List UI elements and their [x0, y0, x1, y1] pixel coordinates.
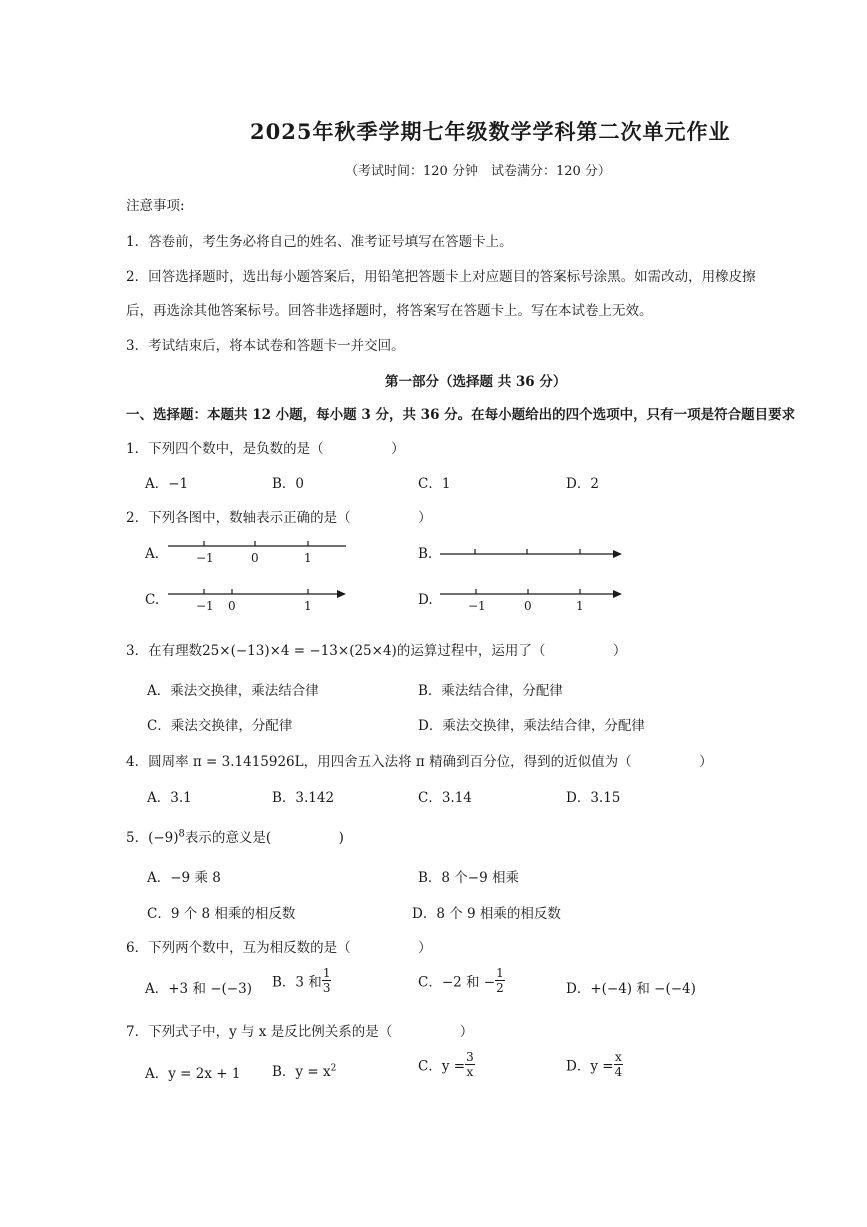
q3-option-a: A．乘法交换律，乘法结合律	[147, 683, 319, 699]
q7-option-b-text: B．y = x	[272, 1064, 331, 1080]
numerator: 1	[322, 966, 331, 980]
q3-stem	[126, 639, 626, 659]
q2-label-c: C.	[145, 592, 160, 608]
q3-stem-text: 3．在有理数	[126, 643, 203, 659]
q4-stem	[126, 750, 713, 770]
q3-expression: 25×(−13)×4 = −13×(25×4)	[202, 643, 397, 659]
q3-option-d: D．乘法交换律，乘法结合律，分配律	[418, 718, 645, 734]
q1-option-a: A．−1	[145, 476, 189, 492]
notice-item: 后，再选涂其他答案标号。回答非选择题时，将答案写在答题卡上。写在本试卷上无效。	[126, 303, 653, 319]
q5-exponent: 8	[178, 828, 185, 840]
q6-option-b-text: B．3 和	[272, 974, 322, 991]
q5-number: 5．	[126, 830, 149, 846]
tick-label: −1	[196, 551, 214, 565]
q4-stem-text: 4．圆周率 π = 3.1415926L	[126, 754, 304, 770]
q7-exponent: 2	[330, 1063, 337, 1074]
q1-option-c: C．1	[418, 476, 451, 492]
q7-option-d	[566, 1050, 623, 1079]
q3-option-b: B．乘法结合律，分配律	[418, 683, 563, 699]
q4-stem-text: ，用四舍五入法将 π 精确到百分位，得到的近似值为（ ）	[303, 754, 713, 770]
denominator: 4	[614, 1065, 623, 1079]
denominator: 3	[322, 981, 331, 995]
q1-stem: 1．下列四个数中，是负数的是（ ）	[126, 441, 405, 457]
tick-label: 0	[524, 599, 532, 613]
page-subtitle: （考试时间：120 分钟 试卷满分：120 分）	[345, 164, 611, 179]
q7-option-c	[418, 1050, 475, 1079]
numerator: x	[614, 1050, 622, 1064]
q4-option-b: B．3.142	[272, 790, 335, 806]
number-line-a	[160, 532, 360, 572]
notice-item: 2．回答选择题时，选出每小题答案后，用铅笔把答题卡上对应题目的答案标号涂黑。如需改动，用橡皮擦	[126, 269, 756, 285]
denominator: x	[466, 1065, 474, 1079]
q1-option-d: D．2	[566, 476, 599, 492]
q5-stem	[126, 826, 344, 846]
q7-option-a: A．y = 2x + 1	[145, 1066, 241, 1082]
q6-option-d: D．+(−4) 和 −(−4)	[566, 981, 696, 997]
numerator: 1	[496, 966, 504, 980]
q1-option-b: B．0	[272, 476, 305, 492]
q7-option-c-text: C．y =	[418, 1058, 466, 1075]
q7-option-d-text: D．y =	[566, 1058, 614, 1075]
q2-stem: 2．下列各图中，数轴表示正确的是（ ）	[126, 510, 432, 526]
q5-stem-text: 表示的意义是( )	[184, 830, 344, 846]
tick-label: 0	[251, 551, 259, 565]
tick-label: 1	[304, 599, 312, 613]
fraction	[465, 1050, 475, 1079]
fraction	[322, 966, 332, 995]
q2-label-a: A.	[145, 546, 160, 562]
fraction	[495, 966, 505, 995]
q2-label-b: B.	[418, 546, 433, 562]
number-line-b	[432, 540, 632, 570]
q7-option-b	[272, 1060, 336, 1080]
q4-option-a: A．3.1	[147, 790, 192, 806]
fraction	[614, 1050, 624, 1079]
q4-option-c: C．3.14	[418, 790, 472, 806]
number-line-d	[432, 580, 632, 620]
q4-option-d: D．3.15	[566, 790, 621, 806]
tick-label: 0	[228, 599, 236, 613]
notice-heading: 注意事项:	[126, 198, 185, 214]
q6-option-c	[418, 966, 505, 995]
tick-label: −1	[196, 599, 214, 613]
q5-option-d: D．8 个 9 相乘的相反数	[412, 906, 561, 922]
q6-option-b	[272, 966, 331, 995]
q3-option-c: C．乘法交换律，分配律	[147, 718, 293, 734]
q7-stem: 7．下列式子中，y 与 x 是反比例关系的是（ ）	[126, 1024, 474, 1040]
page-title: 2025年秋季学期七年级数学学科第二次单元作业	[250, 119, 731, 144]
tick-label: 1	[576, 599, 584, 613]
number-line-c	[160, 580, 360, 620]
q5-option-a: A．−9 乘 8	[147, 870, 221, 886]
notice-item: 3．考试结束后，将本试卷和答题卡一并交回。	[126, 338, 405, 354]
tick-label: 1	[304, 551, 312, 565]
q5-base: (−9)	[148, 830, 179, 846]
numerator: 3	[466, 1050, 474, 1064]
part1-title: 第一部分（选择题 共 36 分）	[385, 374, 567, 390]
q6-stem: 6．下列两个数中，互为相反数的是（ ）	[126, 940, 432, 956]
q5-option-b: B．8 个−9 相乘	[418, 870, 519, 886]
tick-label: −1	[468, 599, 486, 613]
q6-option-a: A．+3 和 −(−3)	[145, 981, 252, 997]
q6-option-c-text: C．−2 和 −	[418, 974, 496, 991]
q5-option-c: C．9 个 8 相乘的相反数	[147, 906, 296, 922]
section1-header: 一、选择题：本题共 12 小题，每小题 3 分，共 36 分。在每小题给出的四个选项中，只有一项是符合题目要求	[126, 407, 796, 423]
q3-stem-text: 的运算过程中，运用了（ ）	[396, 643, 627, 659]
denominator: 2	[496, 981, 504, 995]
notice-item: 1．答卷前，考生务必将自己的姓名、准考证号填写在答题卡上。	[126, 234, 513, 250]
q2-label-d: D.	[418, 592, 433, 608]
